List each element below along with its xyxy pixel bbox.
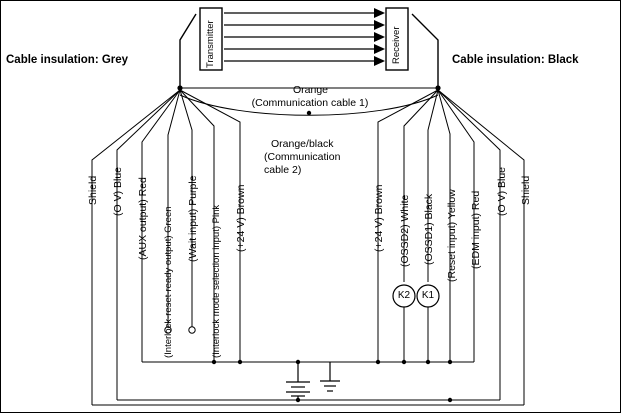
comm-cable-1-line1: Orange bbox=[292, 84, 329, 96]
relay-k2-label: K2 bbox=[397, 290, 411, 301]
transmitter-cable-stem bbox=[180, 14, 196, 88]
cable-insulation-grey-label: Cable insulation: Grey bbox=[6, 54, 129, 66]
left-wire-label-wait-input-purple: (Wait input) Purple bbox=[187, 175, 199, 262]
left-wire-label-shield: Shield bbox=[87, 175, 99, 205]
beam-arrowheads bbox=[374, 8, 385, 66]
right-wire-label-ossd1-black: (OSSD1) Black bbox=[423, 193, 435, 265]
relay-k1-label: K1 bbox=[421, 290, 435, 301]
left-wire-label-interlock-mode-pink: (Interlock mode selection input) Pink bbox=[211, 204, 222, 358]
right-wire-label-24v-brown: (+24 V) Brown bbox=[373, 184, 385, 252]
receiver-label: Receiver bbox=[391, 26, 402, 64]
left-wire-label-aux-output-red: (AUX output) Red bbox=[137, 177, 149, 260]
left-wire-label-interlock-reset-ready-green: (Interlock-reset-ready output) Green bbox=[163, 206, 174, 358]
right-wire-label-reset-input-yellow: (Reset input) Yellow bbox=[446, 189, 458, 282]
left-wire-label-24v-brown: (+24 V) Brown bbox=[235, 184, 247, 252]
right-wire-label-ossd2-white: (OSSD2) White bbox=[399, 194, 411, 267]
power-supply-symbol bbox=[286, 362, 310, 400]
receiver-cable-stem bbox=[412, 14, 438, 88]
earth-ground-symbol bbox=[320, 362, 340, 391]
transmitter-label: Transmitter bbox=[205, 20, 216, 68]
right-wire-label-edm-input-red: (EDM input) Red bbox=[470, 190, 482, 269]
right-wire-label-0v-blue: (O V) Blue bbox=[496, 166, 508, 216]
cable-insulation-black-label: Cable insulation: Black bbox=[452, 54, 579, 66]
comm-cable-2-line2: (Communication bbox=[264, 151, 341, 163]
left-wire-label-0v-blue: (O V) Blue bbox=[112, 166, 124, 216]
comm-cable-1-dot bbox=[307, 111, 311, 115]
right-wire-label-shield: Shield bbox=[520, 175, 532, 205]
comm-cable-1-line2: (Communication cable 1) bbox=[251, 97, 369, 109]
comm-cable-2-line3: cable 2) bbox=[264, 164, 302, 176]
beam-arrows bbox=[224, 13, 374, 61]
comm-cable-2-line1: Orange/black bbox=[271, 138, 334, 150]
interlock-mode-terminal bbox=[189, 327, 195, 333]
